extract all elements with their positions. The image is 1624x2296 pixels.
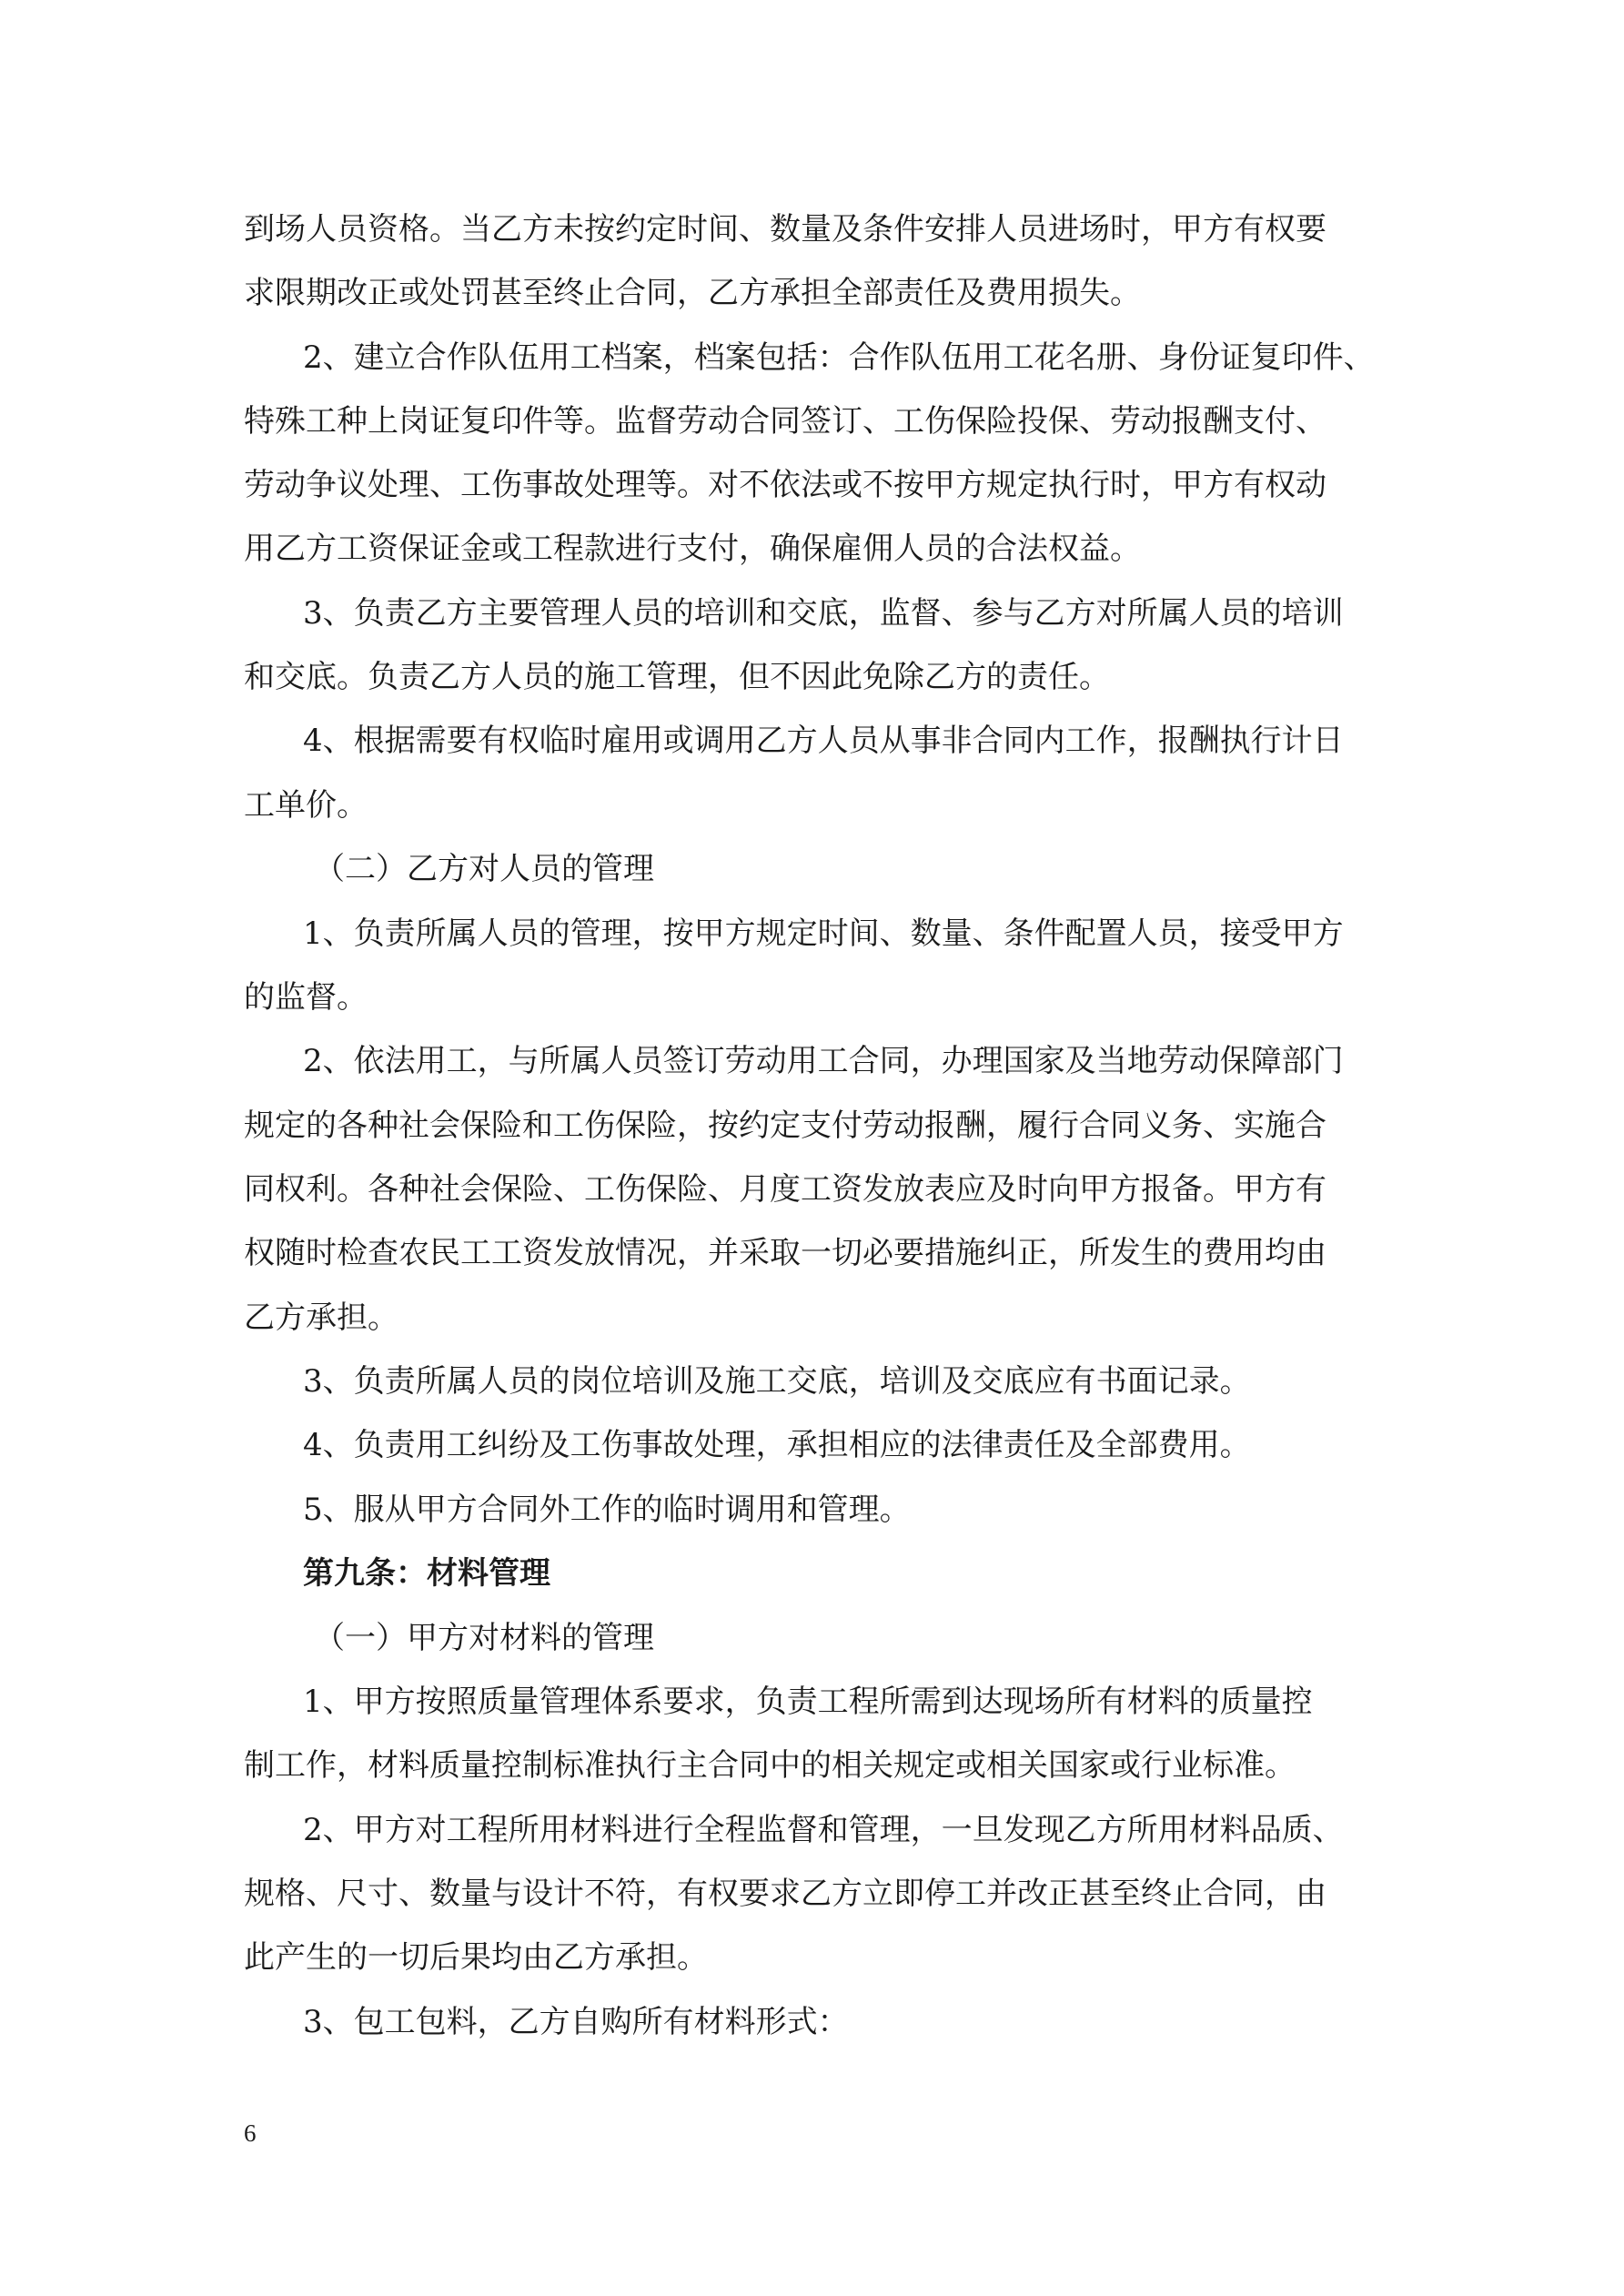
text-line: 规定的各种社会保险和工伤保险，按约定支付劳动报酬，履行合同义务、实施合 (244, 1108, 1326, 1144)
article-heading: 第九条：材料管理 (303, 1555, 550, 1592)
paragraph-first-line: 2、依法用工，与所属人员签订劳动用工合同，办理国家及当地劳动保障部门 (303, 1043, 1344, 1079)
text-line: 用乙方工资保证金或工程款进行支付，确保雇佣人员的合法权益。 (244, 531, 1141, 567)
section-heading: （二）乙方对人员的管理 (314, 851, 654, 887)
section-heading: （一）甲方对材料的管理 (314, 1620, 654, 1656)
paragraph-first-line: 3、包工包料，乙方自购所有材料形式： (303, 2004, 849, 2040)
page-number: 6 (244, 2119, 257, 2147)
paragraph-first-line: 3、负责所属人员的岗位培训及施工交底，培训及交底应有书面记录。 (303, 1363, 1251, 1400)
paragraph-first-line: 2、建立合作队伍用工档案，档案包括：合作队伍用工花名册、身份证复印件、 (303, 339, 1375, 376)
text-line: 制工作，材料质量控制标准执行主合同中的相关规定或相关国家或行业标准。 (244, 1747, 1296, 1784)
text-line: 权随时检查农民工工资发放情况，并采取一切必要措施纠正，所发生的费用均由 (244, 1235, 1326, 1271)
paragraph-first-line: 3、负责乙方主要管理人员的培训和交底，监督、参与乙方对所属人员的培训 (303, 595, 1344, 632)
paragraph-first-line: 1、甲方按照质量管理体系要求，负责工程所需到达现场所有材料的质量控 (303, 1684, 1313, 1720)
text-line: 和交底。负责乙方人员的施工管理，但不因此免除乙方的责任。 (244, 659, 1110, 695)
text-line: 规格、尺寸、数量与设计不符，有权要求乙方立即停工并改正甚至终止合同，由 (244, 1876, 1326, 1912)
text-line: 到场人员资格。当乙方未按约定时间、数量及条件安排人员进场时，甲方有权要 (244, 211, 1326, 248)
text-line: 特殊工种上岗证复印件等。监督劳动合同签订、工伤保险投保、劳动报酬支付、 (244, 403, 1326, 440)
text-line: 的监督。 (244, 979, 368, 1016)
text-line: 工单价。 (244, 787, 368, 824)
paragraph-first-line: 1、负责所属人员的管理，按甲方规定时间、数量、条件配置人员，接受甲方 (303, 915, 1344, 952)
text-line: 乙方承担。 (244, 1300, 398, 1336)
paragraph-first-line: 4、负责用工纠纷及工伤事故处理，承担相应的法律责任及全部费用。 (303, 1427, 1251, 1463)
paragraph-first-line: 5、服从甲方合同外工作的临时调用和管理。 (303, 1492, 911, 1528)
paragraph-first-line: 4、根据需要有权临时雇用或调用乙方人员从事非合同内工作，报酬执行计日 (303, 723, 1344, 759)
paragraph-first-line: 2、甲方对工程所用材料进行全程监督和管理，一旦发现乙方所用材料品质、 (303, 1812, 1344, 1848)
text-line: 此产生的一切后果均由乙方承担。 (244, 1939, 708, 1976)
text-line: 同权利。各种社会保险、工伤保险、月度工资发放表应及时向甲方报备。甲方有 (244, 1171, 1326, 1208)
text-line: 劳动争议处理、工伤事故处理等。对不依法或不按甲方规定执行时，甲方有权动 (244, 467, 1326, 503)
text-line: 求限期改正或处罚甚至终止合同，乙方承担全部责任及费用损失。 (244, 275, 1141, 311)
